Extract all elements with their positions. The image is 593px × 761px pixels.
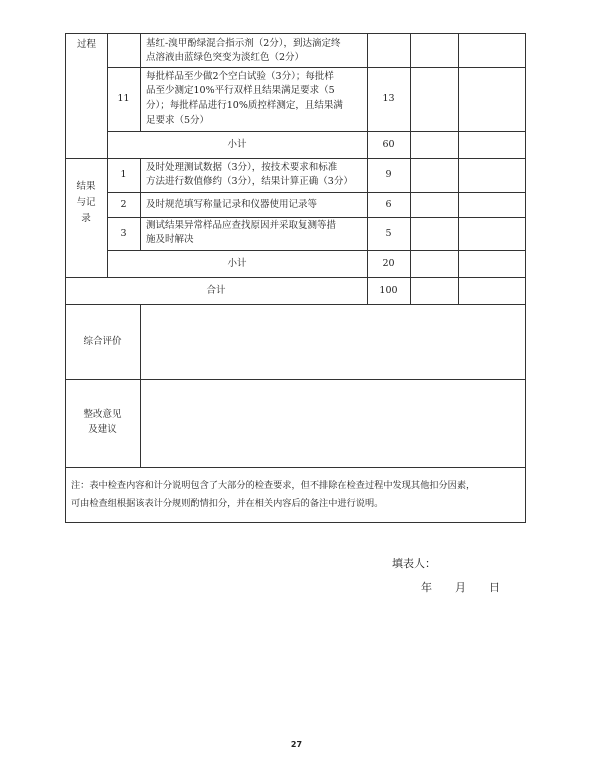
subtotal-label: 小计	[227, 139, 247, 150]
item-text: 足要求（5分）	[146, 115, 210, 126]
filler-field[interactable]	[448, 554, 508, 572]
subtotal-score: 60	[382, 139, 395, 150]
item-text: 每批样品至少做2个空白试验（3分）；每批样	[146, 71, 334, 82]
item-text: 及时规范填写称量记录和仪器使用记录等	[146, 199, 318, 210]
date-day-label: 日	[489, 581, 500, 594]
evaluation-label: 综合评价	[83, 336, 122, 347]
total-label: 合计	[206, 285, 226, 296]
category-process-label: 过程	[77, 39, 97, 50]
item-score: 13	[382, 93, 395, 104]
item-number: 2	[120, 199, 127, 210]
rectify-field[interactable]	[141, 380, 525, 467]
item-text: 基红-溴甲酚绿混合指示剂（2分），到达滴定终	[146, 38, 341, 49]
item-number: 3	[120, 228, 127, 239]
item-score: 5	[385, 228, 392, 239]
item-score: 6	[385, 199, 392, 210]
item-text: 测试结果异常样品应查找原因并采取复测等措	[146, 220, 337, 231]
item-text: 及时处理测试数据（3分），按技术要求和标准	[146, 162, 338, 173]
evaluation-field[interactable]	[141, 305, 525, 379]
item-text: 分）；每批样品进行10%质控样测定，且结果满	[146, 100, 343, 111]
category-result-label: 录	[81, 213, 91, 224]
total-score: 100	[379, 285, 398, 296]
item-number: 1	[120, 169, 127, 180]
item-text: 施及时解决	[146, 234, 194, 245]
item-score: 9	[385, 169, 392, 180]
page-number: 27	[290, 740, 303, 749]
category-result-label: 结果	[76, 181, 96, 192]
subtotal-score: 20	[382, 258, 395, 269]
item-text: 点溶液由蓝绿色突变为淡红色（2分）	[146, 52, 305, 63]
category-result-label: 与记	[76, 197, 96, 208]
date-year-label: 年	[421, 581, 432, 594]
note-text: 注：表中检查内容和计分说明包含了大部分的检查要求，但不排除在检查过程中发现其他扣分因素，	[71, 480, 476, 491]
rectify-label: 整改意见	[83, 409, 122, 420]
subtotal-label: 小计	[227, 258, 247, 269]
item-number: 11	[117, 93, 130, 104]
filler-label: 填表人：	[392, 557, 436, 570]
rectify-label: 及建议	[88, 424, 117, 435]
date-month-label: 月	[455, 581, 466, 594]
item-text: 方法进行数值修约（3分），结果计算正确（3分）	[146, 176, 353, 187]
note-text: 可由检查组根据该表计分规则酌情扣分，并在相关内容后的备注中进行说明。	[71, 498, 384, 509]
item-text: 品至少测定10%平行双样且结果满足要求（5	[146, 85, 335, 96]
